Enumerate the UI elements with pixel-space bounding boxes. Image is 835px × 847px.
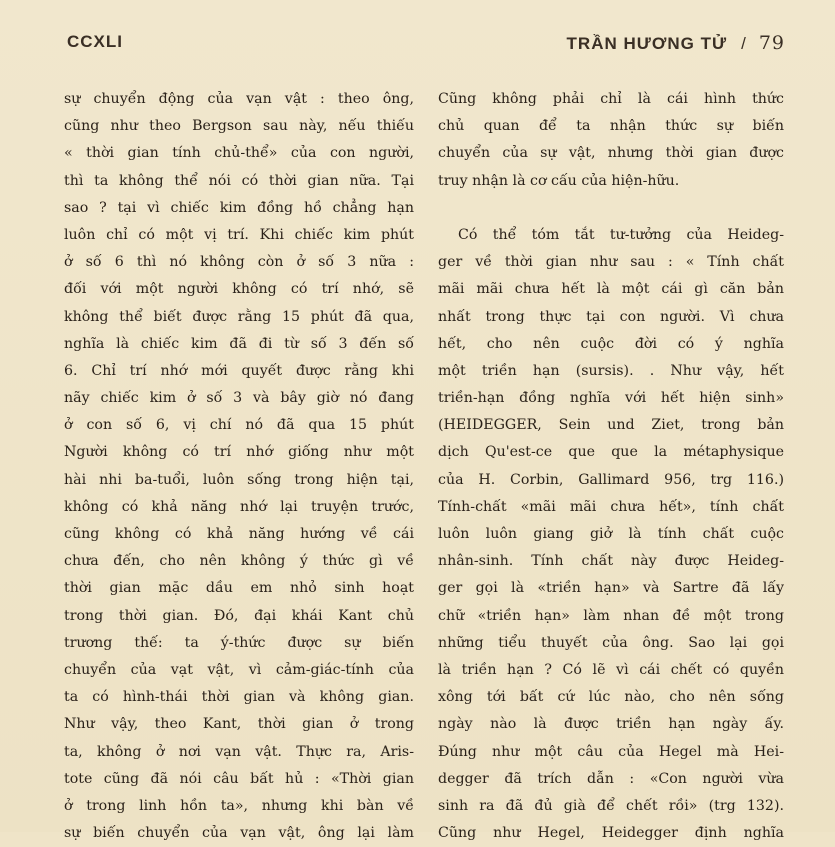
text-line: không có khả năng nhớ lại truyện trước, — [64, 498, 414, 515]
text-line: sinh ra đã đủ già để chết rồi» (trg 132). — [438, 797, 784, 814]
text-line: dịch Qu'est-ce que que la métaphysique — [438, 444, 784, 461]
text-line: degger đã trích dẫn : «Con người vừa — [438, 770, 784, 787]
text-line: của H. Corbin, Gallimard 956, trg 116.) — [438, 471, 784, 488]
text-line: chữ «triền hạn» làm nhan đề một trong — [438, 607, 784, 624]
text-line: xông tới bất cứ lúc nào, cho nên sống — [438, 689, 784, 706]
text-line: sao ? tại vì chiếc kim đồng hồ chẳng hạn — [64, 199, 414, 216]
text-line: trong thời gian. Đó, đại khái Kant chủ — [64, 607, 414, 624]
text-line: mãi mãi chưa hết là một cái gì căn bản — [438, 281, 784, 298]
text-line: thời gian mặc dầu em nhỏ sinh hoạt — [64, 580, 414, 597]
text-line: nghĩa là chiếc kim đã đi từ số 3 đến số — [64, 335, 414, 352]
text-line: Người không có trí nhớ giống như một — [64, 444, 414, 461]
text-line: nhất trong thực tại con người. Vì chưa — [438, 308, 784, 325]
text-line: luôn luôn giang giở là tính chất cuộc — [438, 526, 784, 542]
running-header — [67, 32, 785, 58]
text-line: Có thể tóm tắt tư-tưởng của Heideg- — [458, 226, 784, 243]
text-line: tote cũng đã nói câu bất hủ : «Thời gian — [64, 770, 414, 787]
header-section-number: CCXLI — [67, 32, 123, 51]
left-column — [64, 86, 414, 842]
text-line: Như vậy, theo Kant, thời gian ở trong — [64, 716, 414, 733]
text-line: truy nhận là cơ cấu của hiện-hữu. — [438, 172, 680, 189]
text-line: ta có hình-thái thời gian và không gian. — [64, 689, 414, 706]
text-line: cũng như theo Bergson sau này, nếu thiếu — [64, 118, 414, 135]
text-line: triền-hạn đồng nghĩa với hết hiện sinh» — [438, 390, 784, 407]
text-line: « thời gian tính chủ-thể» của con người, — [64, 145, 414, 162]
text-line: một triền hạn (sursis). . Như vậy, hết — [438, 362, 784, 379]
text-line: luôn chỉ có một vị trí. Khi chiếc kim phút — [64, 226, 414, 243]
text-line: Cũng không phải chỉ là cái hình thức — [438, 91, 784, 107]
text-line: ta, không ở nơi vạn vật. Thực ra, Aris- — [64, 743, 414, 760]
text-line: những tiểu thuyết của ông. Sao lại gọi — [438, 634, 784, 651]
text-line: ngày nào là được triền hạn ngày ấy. — [438, 716, 784, 733]
right-column — [438, 86, 784, 842]
text-line: 6. Chỉ trí nhớ mới quyết được rằng khi — [64, 362, 414, 379]
text-line: Tính-chất «mãi mãi chưa hết», tính chất — [438, 498, 784, 515]
text-line: trương thế: ta ý-thức được sự biến — [64, 634, 414, 651]
text-line: hài nhi ba-tuổi, luôn sống trong hiện tại, — [64, 471, 414, 488]
paragraph-1 — [438, 86, 784, 195]
text-line: Đúng như một câu của Hegel mà Hei- — [438, 743, 784, 760]
paragraph-2 — [438, 222, 784, 847]
text-line: sự chuyển động của vạn vật : theo ông, — [64, 91, 414, 107]
text-line: ger về thời gian như sau : « Tính chất — [438, 254, 784, 271]
text-line: ở con số 6, vị chí nó đã qua 15 phút — [64, 417, 414, 434]
text-line: chuyển của sự vật, nhưng thời gian được — [438, 145, 784, 162]
page-number: 79 — [758, 32, 785, 54]
text-line: chưa đến, cho nên không ý thức gì về — [64, 553, 414, 570]
header-right — [567, 32, 785, 54]
text-line: thì ta không thể nói có thời gian nữa. Tại — [64, 172, 414, 189]
text-line: ger gọi là «triền hạn» và Sartre đã lấy — [438, 580, 784, 597]
text-line: chuyển của vạt vật, vì cảm-giác-tính của — [64, 661, 414, 678]
text-line: Cũng như Hegel, Heidegger định nghĩa — [438, 825, 784, 842]
header-author: TRẦN HƯƠNG TỬ — [566, 34, 728, 53]
text-line: ở số 6 thì nó không còn ở số 3 nữa : — [64, 254, 414, 271]
text-line: sự biến chuyển của vạn vật, ông lại làm — [64, 825, 414, 842]
header-separator: / — [741, 34, 747, 53]
text-line: cũng không có khả năng hướng về cái — [64, 526, 414, 542]
paragraph-gap — [438, 195, 784, 222]
text-line: hết, cho nên cuộc đời có ý nghĩa — [438, 335, 784, 352]
text-line: đối với một người không có trí nhớ, sẽ — [64, 281, 414, 298]
text-line: không thể biết được rằng 15 phút đã qua, — [64, 308, 414, 325]
text-line: nhân-sinh. Tính chất này được Heideg- — [438, 553, 784, 570]
text-line: chủ quan để ta nhận thức sự biến — [438, 118, 784, 135]
text-line: ở trong linh hồn ta», nhưng khi bàn về — [64, 797, 414, 814]
text-line: (HEIDEGGER, Sein und Ziet, trong bản — [438, 417, 784, 434]
text-line: là triền hạn ? Có lẽ vì cái chết có quyền — [438, 661, 784, 678]
text-line: nãy chiếc kim ở số 3 và bây giờ nó đang — [64, 390, 414, 407]
